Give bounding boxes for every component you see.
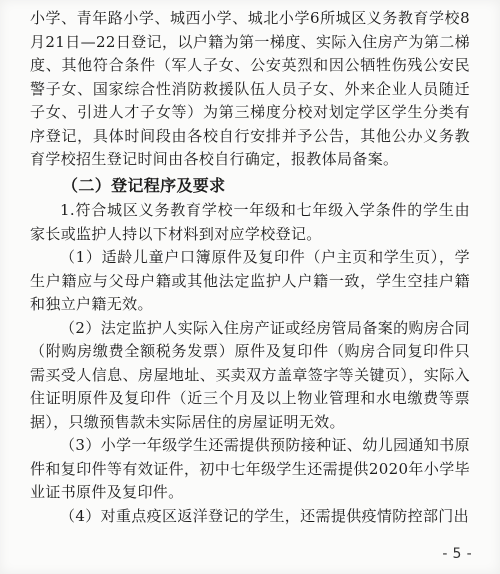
document-body: [30, 7, 470, 528]
paragraph-enrollment-schedule: 小学、青年路小学、城西小学、城北小学6所城区义务教育学校8月21日—22日登记，以户籍为第一梯度、实际入住房产为第二梯度、其他符合条件（军人子女、公安英烈和因公牺牲伤残公安民警子女、国家综合性消防救援队伍人员子女、外来企业人员随迁子女、引进人才子女等）为第三梯度分校对划定学区学生分类有序登记，具体时间段由各校自行安排并予公告，其他公办义务教育学校招生登记时间由各校自行确定，报教体局备案。: [30, 9, 470, 168]
section-heading-registration: （二）登记程序及要求: [62, 175, 226, 195]
paragraph-registration-intro: 1.符合城区义务教育学校一年级和七年级入学条件的学生由家长或监护人持以下材料到对应学校登记。: [30, 201, 470, 243]
paragraph-household-register: （1）适龄儿童户口簿原件及复印件（户主页和学生页），学生户籍应与父母户籍或其他法定监护人户籍一致，学生空挂户籍和独立户籍无效。: [30, 248, 470, 313]
paragraph-property-proof: （2）法定监护人实际入住房产证或经房管局备案的购房合同（附购房缴费全额税务发票）原件及复印件（购房合同复印件只需买受人信息、房屋地址、买卖双方盖章签字等关键页），实际入住证明原件及复印件（近三个月及以上物业管理和水电缴费等票据），只缴预售款未实际居住的房屋证明无效。: [30, 318, 470, 431]
page-number: - 5 -: [442, 545, 472, 562]
paragraph-epidemic-area: （4）对重点疫区返洋登记的学生，还需提供疫情防控部门出: [60, 506, 469, 525]
paragraph-grade-documents: （3）小学一年级学生还需提供预防接种证、幼儿园通知书原件和复印件等有效证件，初中七年级学生还需提供2020年小学毕业证书原件及复印件。: [30, 436, 470, 501]
